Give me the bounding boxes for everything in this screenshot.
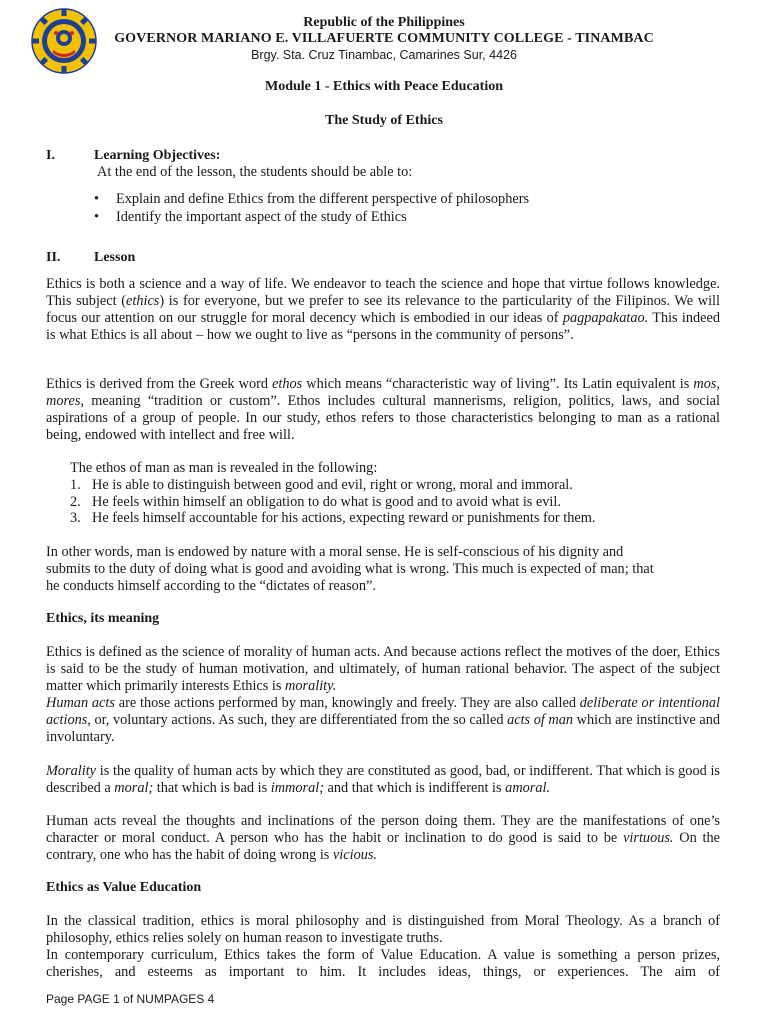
text-run-italic: moral;	[114, 780, 154, 796]
objectives-heading: Learning Objectives:	[94, 148, 221, 163]
text-run-italic: virtuous.	[623, 830, 674, 846]
lesson-paragraph-3-line-2: submits to the duty of doing what is good and avoiding what is wrong. This much is expected of man; that	[46, 561, 654, 577]
text-run-italic: ethics	[126, 293, 160, 309]
text-run: is the quality of human acts by which they are constituted as good, bad, or indifferent. That which is good is described a	[46, 763, 720, 796]
ethos-list	[70, 477, 595, 527]
text-run: are those actions performed by man, knowingly and freely. They are also called	[114, 695, 580, 711]
list-item: • Explain and define Ethics from the different perspective of philosophers	[94, 190, 529, 208]
header-college-name: GOVERNOR MARIANO E. VILLAFUERTE COMMUNITY COLLEGE - TINAMBAC	[114, 31, 654, 46]
module-title: Module 1 - Ethics with Peace Education	[265, 79, 503, 94]
list-item	[70, 510, 595, 527]
text-run-italic: morality.	[285, 678, 337, 694]
list-text: He is able to distinguish between good and evil, right or wrong, moral and immoral.	[92, 477, 573, 493]
page-footer: Page PAGE 1 of NUMPAGES 4	[46, 992, 215, 1006]
text-run: and that which is indifferent is	[323, 780, 506, 796]
text-run-italic: Morality	[46, 763, 97, 779]
lesson-paragraph-2	[46, 376, 720, 444]
lesson-paragraph-3-line-1: In other words, man is endowed by nature with a moral sense. He is self-conscious of his dignity and	[46, 544, 624, 560]
lesson-title: The Study of Ethics	[325, 113, 443, 128]
list-item: • Identify the important aspect of the study of Ethics	[94, 208, 529, 226]
header-country: Republic of the Philippines	[303, 15, 465, 30]
text-run: Ethics is derived from the Greek word	[46, 376, 273, 392]
list-item	[70, 494, 595, 511]
text-run: which are instinctive and involuntary.	[46, 712, 720, 745]
objectives-list	[94, 190, 529, 226]
text-run: This indeed is what Ethics is all about – how we ought to live as “persons in the community of persons”.	[46, 310, 720, 343]
meaning-heading: Ethics, its meaning	[46, 611, 160, 626]
text-run: meaning “tradition or custom”. Ethos includes cultural mannerisms, religion, politics, laws, and social aspirations of a group of people. In our study, ethos refers to those characteristics belonging to man as a rational being, endowed with intellect and free will.	[46, 393, 720, 443]
text-run-italic: immoral;	[270, 780, 324, 796]
text-run: that which is bad is	[153, 780, 271, 796]
header-address: Brgy. Sta. Cruz Tinambac, Camarines Sur, 4426	[251, 48, 517, 62]
text-run-italic: vicious.	[332, 847, 378, 863]
meaning-paragraph-1	[46, 644, 720, 695]
text-run-italic: pagpapakatao.	[562, 310, 649, 326]
list-number: 2.	[70, 493, 81, 510]
objectives-intro: At the end of the lesson, the students should be able to:	[97, 164, 413, 180]
text-run-italic: amoral.	[505, 780, 551, 796]
college-seal-icon	[31, 8, 97, 74]
value-education-paragraph-1: In the classical tradition, ethics is moral philosophy and is distinguished from Moral Theology. As a branch of philosophy, ethics relies solely on human reason to investigate truths.	[46, 913, 720, 946]
lesson-paragraph-3-line-3: he conducts himself according to the “dictates of reason”.	[46, 578, 376, 594]
list-number: 1.	[70, 477, 81, 493]
text-run: ) is for everyone, but we prefer to see its relevance to the particularity of the Filipinos. We will focus our attention on our struggle for moral decency which is embodied in our ideas of	[46, 293, 720, 326]
list-number: 3.	[70, 510, 81, 526]
text-run: or, voluntary actions. As such, they are differentiated from the so called	[90, 712, 508, 728]
list-item	[70, 477, 595, 494]
meaning-paragraph-4	[46, 813, 720, 864]
text-run: which means “characteristic way of living”. Its Latin equivalent is	[302, 376, 694, 392]
text-run: Human acts reveal the thoughts and inclinations of the person doing them. They are the manifestations of one’s character or moral conduct. A person who has the habit or inclination to do good is said to be	[46, 813, 720, 846]
meaning-paragraph-3	[46, 763, 720, 797]
text-run: On the contrary, one who has the habit of doing wrong is	[46, 830, 720, 863]
text-run-italic: deliberate or intentional actions,	[46, 695, 721, 728]
section-numeral-2: II.	[46, 250, 61, 265]
lesson-paragraph-1	[46, 276, 720, 344]
list-text: He feels himself accountable for his actions, expecting reward or punishments for them.	[92, 510, 596, 526]
section-numeral-1: I.	[46, 148, 55, 163]
text-run: Ethics is defined as the science of morality of human acts. And because actions reflect the motives of the doer, Ethics is said to be the study of human motivation, and ultimately, of human rational behavior. The aspect of the subject matter which primarily interests Ethics is	[46, 644, 720, 694]
list-text: He feels within himself an obligation to do what is good and to avoid what is evil.	[92, 493, 561, 510]
meaning-paragraph-2	[46, 695, 720, 746]
value-education-paragraph-2: In contemporary curriculum, Ethics takes the form of Value Education. A value is something a person prizes, cherishes, and esteems as important to him. It includes ideas, things, or experiences. The aim of	[46, 947, 720, 980]
text-run: Ethics is both a science and a way of life. We endeavor to teach the science and hope that virtue follows knowledge. This subject (	[46, 276, 720, 309]
text-run-italic: Human acts	[46, 695, 115, 711]
text-run-italic: acts of man	[507, 712, 574, 728]
text-run-italic: mos, mores,	[46, 376, 720, 409]
value-education-heading: Ethics as Value Education	[46, 880, 202, 895]
lesson-heading: Lesson	[94, 250, 136, 265]
ethos-intro: The ethos of man as man is revealed in the following:	[70, 460, 378, 476]
text-run-italic: ethos	[272, 376, 303, 392]
